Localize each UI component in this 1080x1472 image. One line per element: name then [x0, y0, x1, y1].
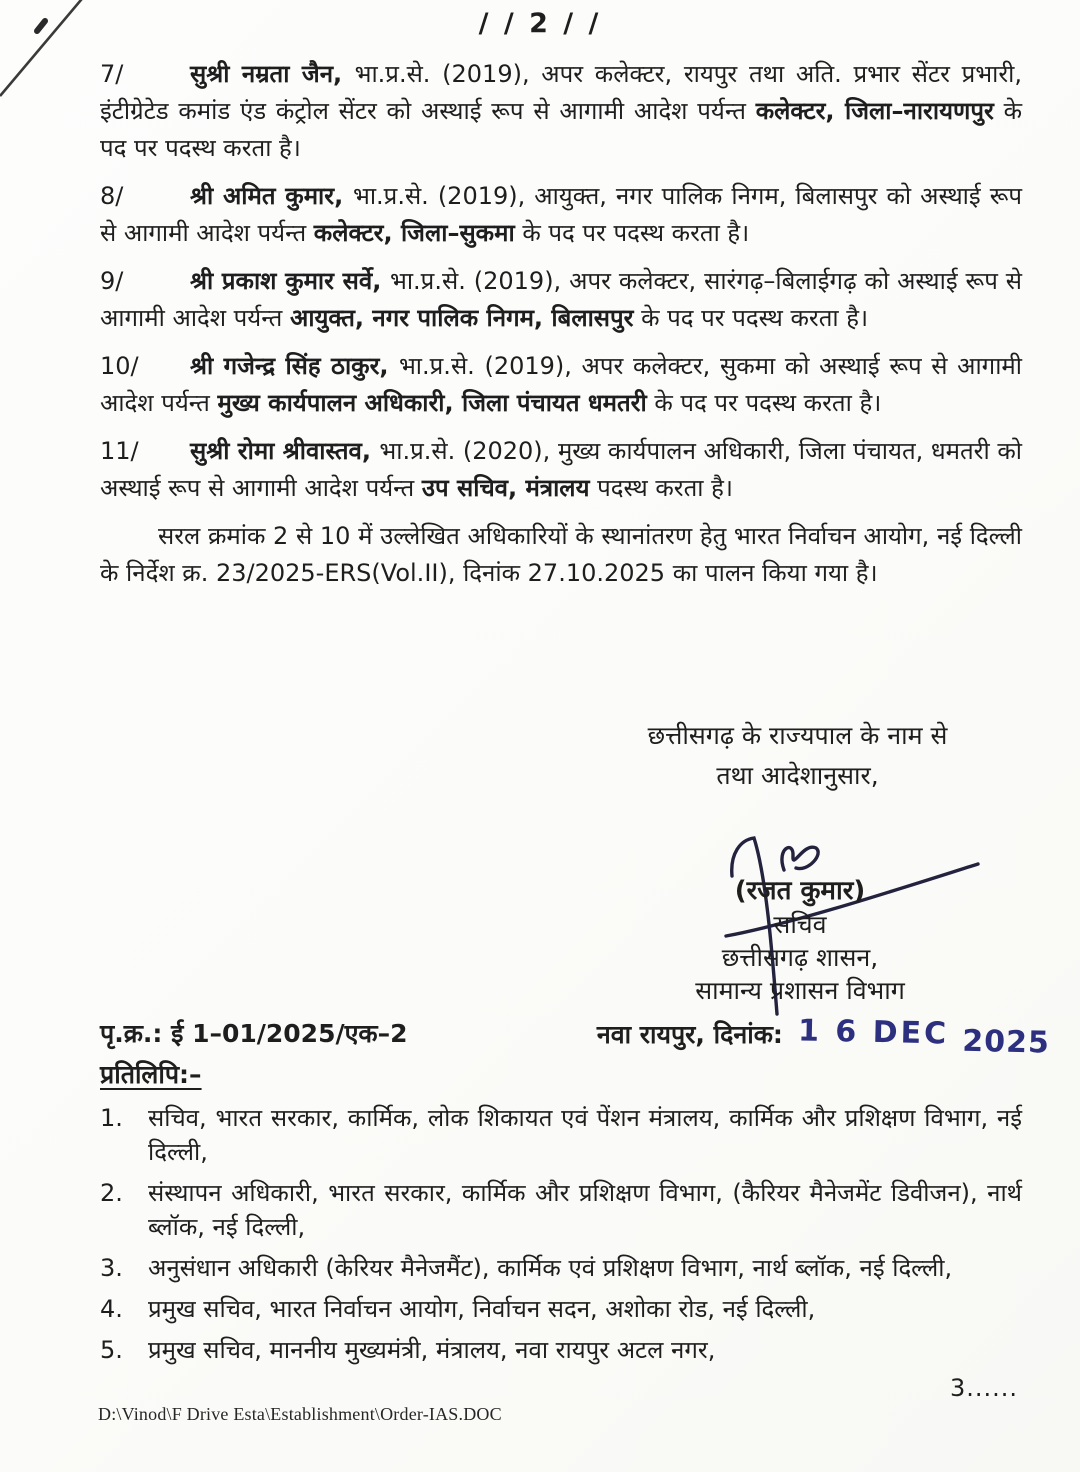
- order-number: 10/: [100, 352, 139, 380]
- order-text-segment: के पद पर पदस्थ करता है।: [100, 97, 1023, 162]
- signatory-block: [610, 874, 990, 1007]
- order-text-segment: के पद पर पदस्थ करता है।: [514, 219, 750, 247]
- order-text-segment: भा.प्र.से. (2020), मुख्य कार्यपालन अधिकारी, जिला पंचायत, धमतरी को अस्थाई रूप से आगामी आदेश पर्यन्त: [100, 437, 1023, 502]
- order-text: [100, 60, 1022, 162]
- copy-item-text: अनुसंधान अधिकारी (केरियर मैनेजमैंट), कार्मिक एवं प्रशिक्षण विभाग, नार्थ ब्लॉक, नई दिल्ली,: [148, 1254, 953, 1282]
- copy-list-item: [100, 1333, 1022, 1367]
- order-number: 11/: [100, 437, 139, 465]
- order-text-bold-segment: कलेक्टर, जिला–नारायणपुर: [755, 97, 994, 125]
- signoff-line-2: तथा आदेशानुसार,: [716, 761, 879, 790]
- order-text-segment: भा.प्र.से. (2019), अपर कलेक्टर, सारंगढ़–बिलाईगढ़ को अस्थाई रूप से आगामी आदेश पर्यन्त: [100, 267, 1022, 332]
- copy-list-item: [100, 1176, 1022, 1244]
- order-paragraph-10: [100, 348, 1022, 422]
- signoff-block: [585, 716, 1010, 796]
- date-stamp: [797, 1013, 1051, 1061]
- order-text-bold-segment: कलेक्टर, जिला–सुकमा: [313, 219, 515, 247]
- file-number: पृ.क्र.: ई 1–01/2025/एक–2: [100, 1019, 408, 1048]
- order-number: 9/: [100, 267, 124, 295]
- order-text-bold-segment: श्री प्रकाश कुमार सर्वे,: [190, 267, 390, 295]
- compliance-note: सरल क्रमांक 2 से 10 में उल्लेखित अधिकारियों के स्थानांतरण हेतु भारत निर्वाचन आयोग, नई दिल्ली के निर्देश क्र. 23/2025-ERS(Vol.II), दिनांक 27.10.2025 का पालन किया गया है।: [100, 522, 1022, 587]
- order-text-bold-segment: आयुक्त, नगर पालिक निगम, बिलासपुर: [289, 304, 634, 332]
- copy-item-number: 1.: [100, 1104, 123, 1132]
- signatory-org-line-2: सामान्य प्रशासन विभाग: [695, 976, 905, 1005]
- order-text: [100, 182, 1022, 247]
- order-text-bold-segment: सुश्री रोमा श्रीवास्तव,: [190, 437, 380, 465]
- copy-item-number: 4.: [100, 1295, 123, 1323]
- place-date-label: नवा रायपुर, दिनांक:: [596, 1020, 783, 1049]
- order-text-segment: पदस्थ करता है।: [589, 474, 733, 502]
- order-text-bold-segment: उप सचिव, मंत्रालय: [421, 474, 590, 502]
- order-text-bold-segment: श्री गजेन्द्र सिंह ठाकुर,: [190, 352, 399, 380]
- order-text-bold-segment: श्री अमित कुमार,: [190, 182, 353, 210]
- order-text: [100, 352, 1022, 417]
- copies-list: [100, 1101, 1022, 1367]
- order-text-bold-segment: मुख्य कार्यपालन अधिकारी, जिला पंचायत धमतरी: [217, 389, 647, 417]
- order-number: 7/: [100, 60, 124, 88]
- continuation-page-marker: 3......: [949, 1374, 1018, 1402]
- signatory-name: (रजत कुमार): [734, 876, 866, 906]
- order-paragraph-11: [100, 433, 1022, 507]
- copy-list-item: [100, 1101, 1022, 1169]
- order-text-segment: भा.प्र.से. (2019), आयुक्त, नगर पालिक निगम, बिलासपुर को अस्थाई रूप से आगामी आदेश पर्यन्त: [100, 182, 1022, 247]
- order-text-segment: के पद पर पदस्थ करता है।: [646, 389, 882, 417]
- document-file-path: D:\Vinod\F Drive Esta\Establishment\Order-IAS.DOC: [98, 1404, 502, 1424]
- copy-item-text: प्रमुख सचिव, भारत निर्वाचन आयोग, निर्वाचन सदन, अशोका रोड, नई दिल्ली,: [148, 1295, 816, 1323]
- order-text-segment: के पद पर पदस्थ करता है।: [633, 304, 869, 332]
- signoff-line-1: छत्तीसगढ़ के राज्यपाल के नाम से: [647, 721, 948, 750]
- order-number: 8/: [100, 182, 124, 210]
- place-date: [596, 1013, 1051, 1061]
- order-text-segment: भा.प्र.से. (2019), अपर कलेक्टर, सुकमा को अस्थाई रूप से आगामी आदेश पर्यन्त: [100, 352, 1022, 417]
- copy-item-number: 3.: [100, 1254, 123, 1282]
- copy-item-number: 5.: [100, 1336, 123, 1364]
- order-text-segment: भा.प्र.से. (2019), अपर कलेक्टर, रायपुर तथा अति. प्रभार सेंटर प्रभारी, इंटीग्रेटेड कमांड एंड कंट्रोल सेंटर को अस्थाई रूप से आगामी आदेश पर्यन्त: [100, 60, 1023, 125]
- order-text-bold-segment: सुश्री नम्रता जैन,: [190, 60, 355, 88]
- date-stamp-day-month: 1 6 DEC: [797, 1013, 950, 1052]
- signatory-org-line-1: छत्तीसगढ़ शासन,: [721, 943, 879, 972]
- order-text: [100, 267, 1022, 332]
- copy-item-text: संस्थापन अधिकारी, भारत सरकार, कार्मिक और प्रशिक्षण विभाग, (कैरियर मैनेजमेंट डिवीजन), नार्थ ब्लॉक, नई दिल्ली,: [148, 1179, 1022, 1241]
- reference-row: [100, 1013, 1051, 1061]
- date-stamp-year: 2025: [961, 1023, 1051, 1061]
- copy-item-text: प्रमुख सचिव, माननीय मुख्यमंत्री, मंत्रालय, नवा रायपुर अटल नगर,: [148, 1336, 716, 1364]
- copy-item-text: सचिव, भारत सरकार, कार्मिक, लोक शिकायत एवं पेंशन मंत्रालय, कार्मिक और प्रशिक्षण विभाग, नई दिल्ली,: [148, 1104, 1022, 1166]
- order-paragraph-7: [100, 56, 1022, 167]
- orders-section: [100, 56, 1022, 592]
- order-paragraph-8: [100, 178, 1022, 252]
- copy-list-item: [100, 1251, 1022, 1285]
- endorsement-section: [100, 1013, 1051, 1374]
- copies-heading: प्रतिलिपि:–: [100, 1060, 202, 1089]
- order-text: [100, 437, 1022, 502]
- page-number-header: / / 2 / /: [478, 8, 602, 39]
- copy-item-number: 2.: [100, 1179, 123, 1207]
- signatory-designation: सचिव: [773, 910, 827, 939]
- copy-list-item: [100, 1292, 1022, 1326]
- order-paragraph-9: [100, 263, 1022, 337]
